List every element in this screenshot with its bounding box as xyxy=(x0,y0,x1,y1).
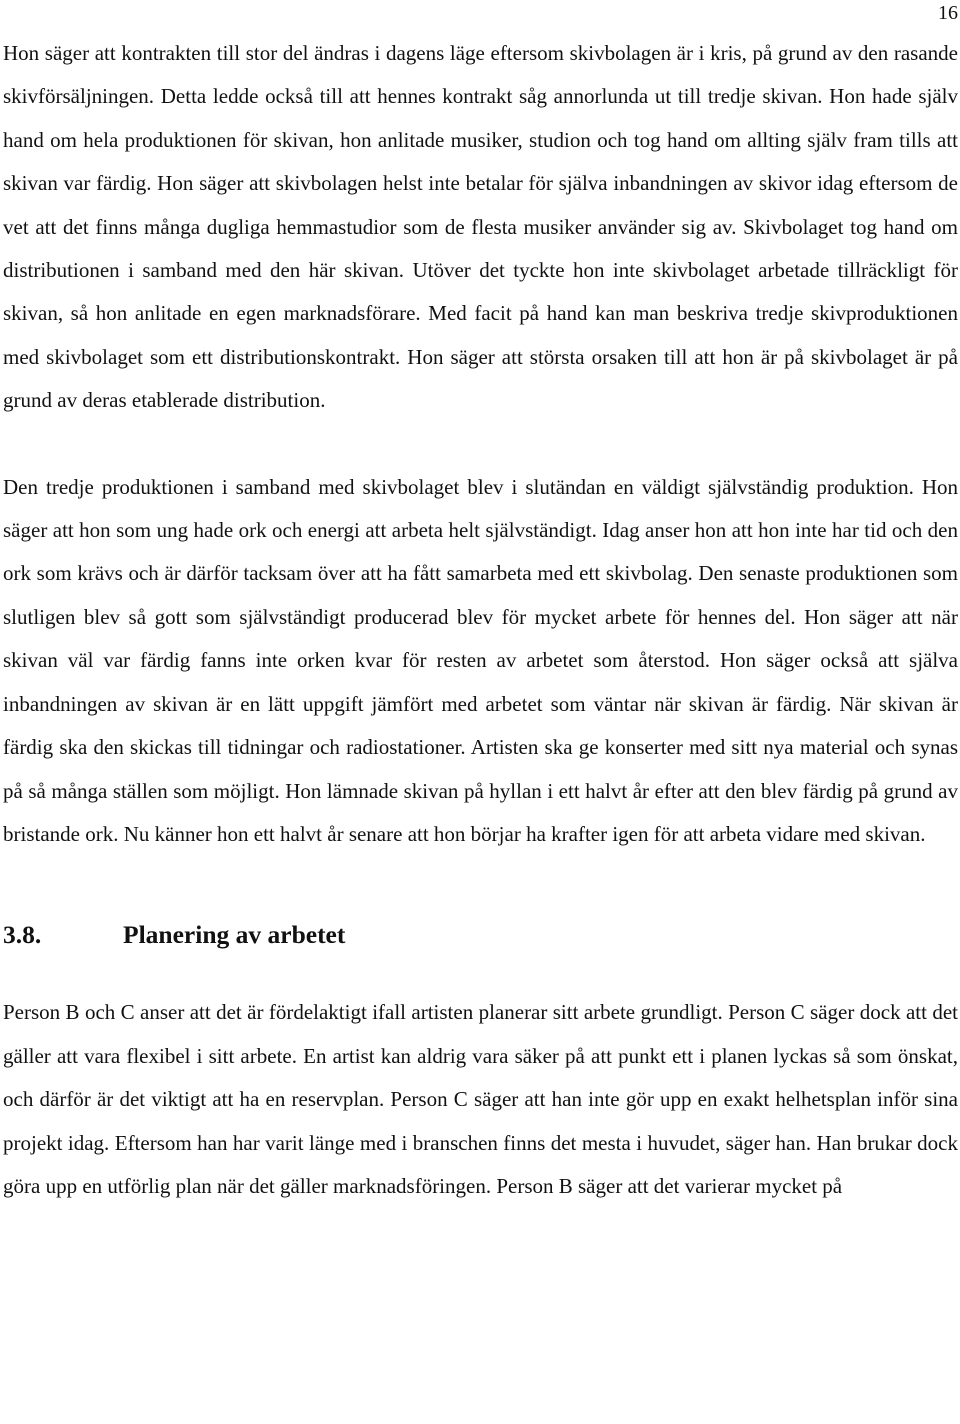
section-heading xyxy=(3,913,958,956)
section-title: Planering av arbetet xyxy=(123,920,346,950)
section-number: 3.8. xyxy=(3,920,42,950)
page-number: 16 xyxy=(938,2,958,24)
paragraph-planning: Person B och C anser att det är fördelaktigt ifall artisten planerar sitt arbete grundligt. Person C säger dock att det gäller att vara flexibel i sitt arbete. En artist kan aldrig vara säker på att punkt ett i planen lyckas så som önskat, och därför är det viktigt att ha en reservplan. Person C säger att han inte gör upp en exakt helhetsplan inför sina projekt idag. Eftersom han har varit länge med i branschen finns det mesta i huvudet, säger han. Han brukar dock göra upp en utförlig plan när det gäller marknadsföringen. Person B säger att det varierar mycket på xyxy=(3,1000,958,1198)
paragraph-contract: Hon säger att kontrakten till stor del ändras i dagens läge eftersom skivbolagen är i kris, på grund av den rasande skivförsäljningen. Detta ledde också till att hennes kontrakt såg annorlunda ut till tredje skivan. Hon hade själv hand om hela produktionen för skivan, hon anlitade musiker, studion och tog hand om allting själv fram tills att skivan var färdig. Hon säger att skivbolagen helst inte betalar för själva inbandningen av skivor idag eftersom de vet att det finns många dugliga hemmastudior som de flesta musiker använder sig av. Skivbolaget tog hand om distributionen i samband med den här skivan. Utöver det tyckte hon inte skivbolaget arbetade tillräckligt för skivan, så hon anlitade en egen marknadsförare. Med facit på hand kan man beskriva tredje skivproduktionen med skivbolaget som ett distributionskontrakt. Hon säger att största orsaken till att hon är på skivbolaget är på grund av deras etablerade distribution. xyxy=(3,41,958,413)
paragraph-third-production: Den tredje produktionen i samband med skivbolaget blev i slutändan en väldigt självständig produktion. Hon säger att hon som ung hade ork och energi att arbeta helt självständigt. Idag anser hon att hon inte har tid och den ork som krävs och är därför tacksam över att ha fått samarbeta med ett skivbolag. Den senaste produktionen som slutligen blev så gott som självständigt producerad blev för mycket arbete för hennes del. Hon säger att när skivan väl var färdig fanns inte orken kvar för resten av arbetet som återstod. Hon säger också att själva inbandningen av skivan är en lätt uppgift jämfört med arbetet som väntar när skivan är färdig. När skivan är färdig ska den skickas till tidningar och radiostationer. Artisten ska ge konserter med sitt nya material och synas på så många ställen som möjligt. Hon lämnade skivan på hyllan i ett halvt år efter att den blev färdig på grund av bristande ork. Nu känner hon ett halvt år senare att hon börjar ha krafter igen för att arbeta vidare med skivan. xyxy=(3,474,958,846)
document-body xyxy=(3,32,958,1208)
